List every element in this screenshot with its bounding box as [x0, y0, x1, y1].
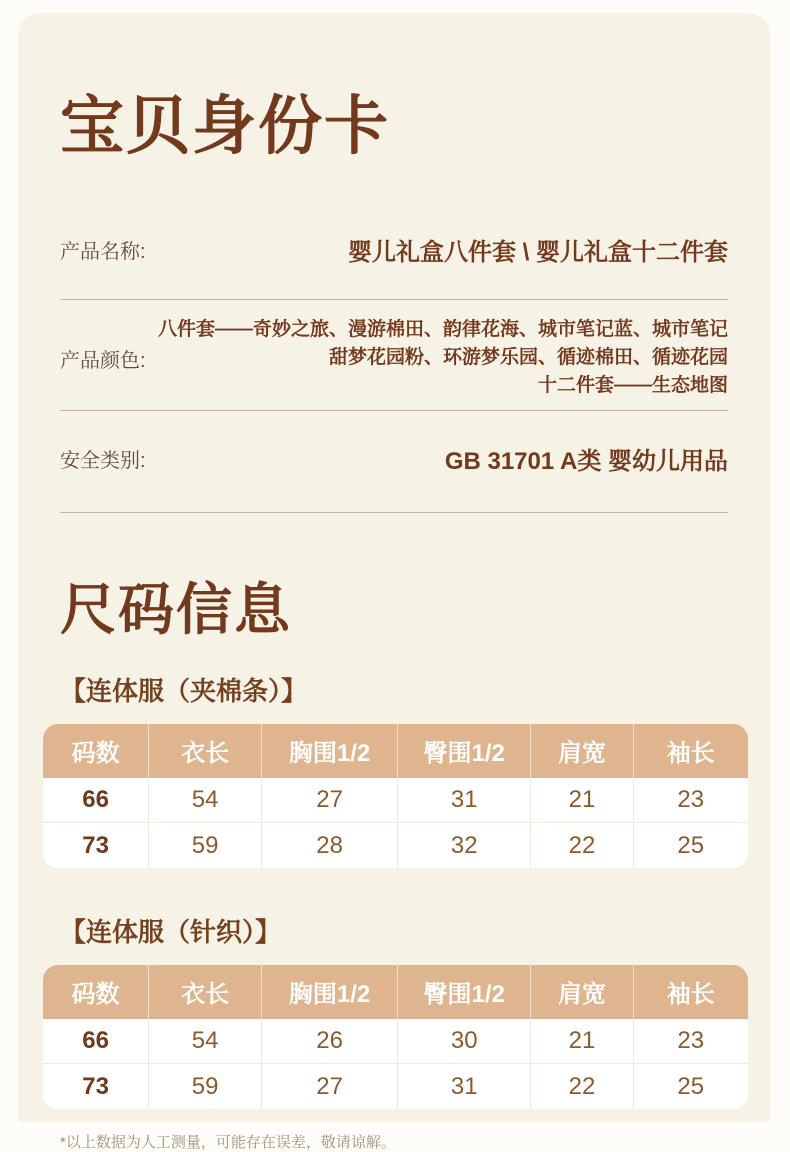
- cell-value: 25: [633, 1064, 748, 1109]
- col-header-sleeve: 袖长: [633, 724, 748, 778]
- color-line: 十二件套——生态地图: [537, 375, 728, 397]
- col-header-hip: 臀围1/2: [398, 724, 531, 778]
- product-info-section: [60, 212, 728, 513]
- divider: [60, 512, 728, 513]
- cell-size: 73: [43, 1064, 149, 1109]
- size-table-1-subtitle: 【连体服（夹棉条）】: [60, 675, 308, 706]
- table-header-row: [43, 965, 748, 1019]
- product-name-value: 婴儿礼盒八件套 \ 婴儿礼盒十二件套: [347, 239, 728, 267]
- info-row-safety-category: [60, 411, 728, 512]
- cell-value: 59: [149, 823, 262, 868]
- col-header-chest: 胸围1/2: [262, 965, 398, 1019]
- cell-value: 28: [262, 823, 398, 868]
- cell-size: 66: [43, 1019, 149, 1064]
- col-header-shoulder: 肩宽: [531, 724, 633, 778]
- cell-value: 32: [398, 823, 531, 868]
- col-header-shoulder: 肩宽: [531, 965, 633, 1019]
- cell-value: 21: [531, 1019, 633, 1064]
- size-table-padded-onesie: [43, 724, 748, 868]
- info-row-product-color: [60, 300, 728, 410]
- col-header-size: 码数: [43, 965, 149, 1019]
- cell-value: 25: [633, 823, 748, 868]
- cell-value: 23: [633, 778, 748, 823]
- cell-value: 54: [149, 778, 262, 823]
- size-section-title: 尺码信息: [60, 578, 292, 642]
- col-header-hip: 臀围1/2: [398, 965, 531, 1019]
- size-table-2-subtitle: 【连体服（针织）】: [60, 916, 282, 947]
- table-row: [43, 1064, 748, 1109]
- safety-category-value: GB 31701 A类 婴幼儿用品: [444, 448, 728, 476]
- product-name-label: 产品名称:: [60, 241, 146, 264]
- table-row: [43, 778, 748, 823]
- color-line: 甜梦花园粉、环游梦乐园、循迹棉田、循迹花园: [328, 347, 728, 369]
- cell-value: 54: [149, 1019, 262, 1064]
- product-color-value: [158, 316, 728, 400]
- cell-size: 73: [43, 823, 149, 868]
- cell-value: 21: [531, 778, 633, 823]
- product-info-card: [18, 13, 770, 1151]
- info-row-product-name: [60, 212, 728, 299]
- col-header-length: 衣长: [149, 965, 262, 1019]
- page-title: 宝贝身份卡: [60, 90, 390, 162]
- cell-size: 66: [43, 778, 149, 823]
- cell-value: 22: [531, 1064, 633, 1109]
- size-table-knit-onesie: [43, 965, 748, 1109]
- product-color-label: 产品颜色:: [60, 349, 146, 372]
- cell-value: 27: [262, 778, 398, 823]
- col-header-length: 衣长: [149, 724, 262, 778]
- cell-value: 30: [398, 1019, 531, 1064]
- table-header-row: [43, 724, 748, 778]
- col-header-chest: 胸围1/2: [262, 724, 398, 778]
- col-header-size: 码数: [43, 724, 149, 778]
- cell-value: 23: [633, 1019, 748, 1064]
- cell-value: 59: [149, 1064, 262, 1109]
- cell-value: 31: [398, 1064, 531, 1109]
- table-row: [43, 823, 748, 868]
- cell-value: 27: [262, 1064, 398, 1109]
- color-line: 八件套——奇妙之旅、漫游棉田、韵律花海、城市笔记蓝、城市笔记: [157, 319, 728, 341]
- measurement-disclaimer: *以上数据为人工测量，可能存在误差，敬请谅解。: [60, 1133, 396, 1151]
- cell-value: 31: [398, 778, 531, 823]
- table-row: [43, 1019, 748, 1064]
- safety-category-label: 安全类别:: [60, 450, 146, 473]
- cell-value: 22: [531, 823, 633, 868]
- col-header-sleeve: 袖长: [633, 965, 748, 1019]
- cell-value: 26: [262, 1019, 398, 1064]
